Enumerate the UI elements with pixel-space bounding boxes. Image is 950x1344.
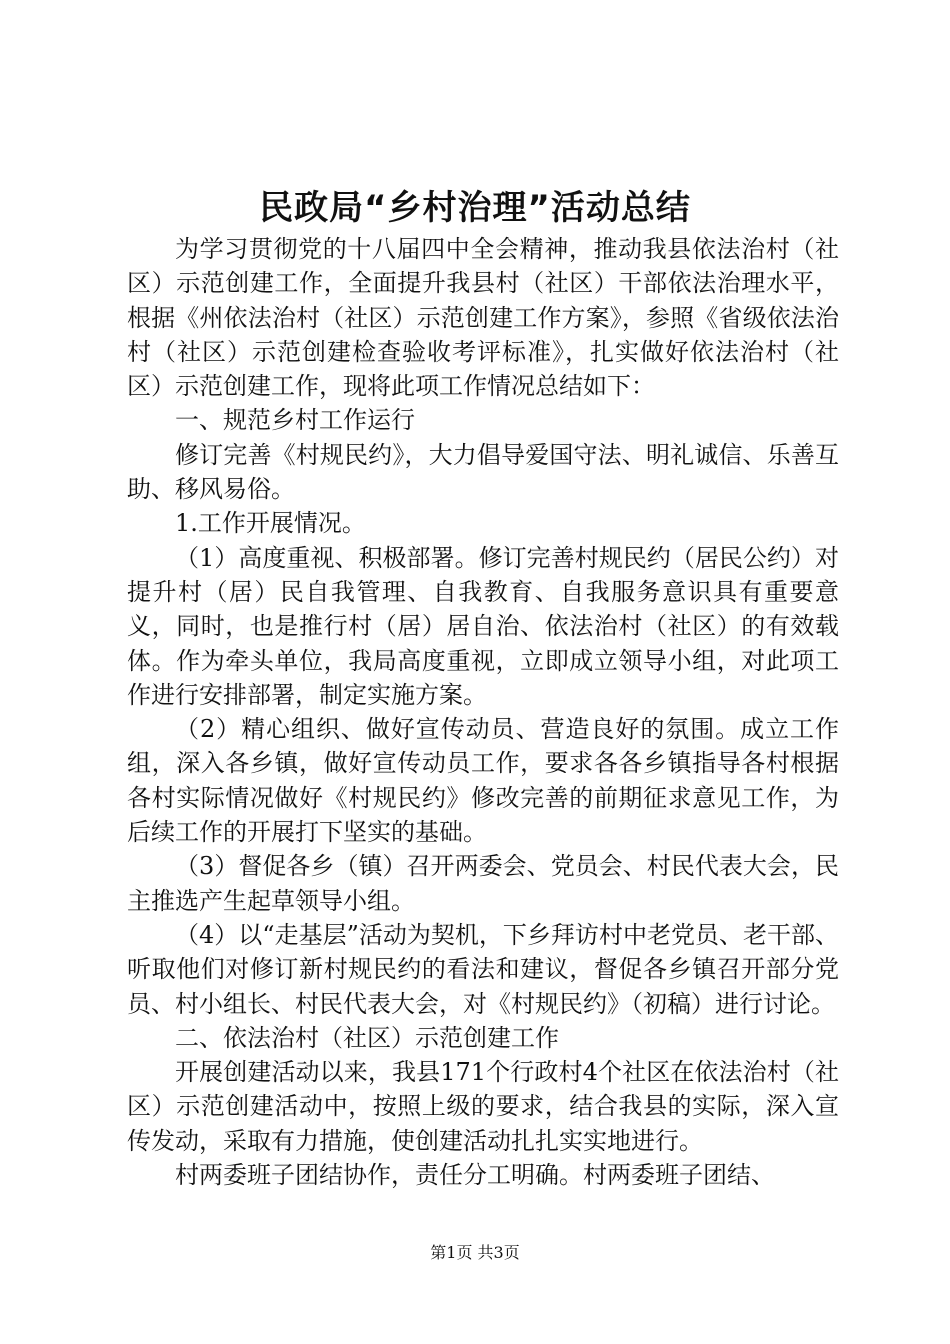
paragraph: （4）以“走基层”活动为契机，下乡拜访村中老党员、老干部、听取他们对修订新村规民约的看法和建议，督促各乡镇召开部分党员、村小组长、村民代表大会，对《村规民约》（初稿）进行讨论。 — [127, 920, 839, 1018]
document-body — [127, 232, 839, 1192]
paragraph: 修订完善《村规民约》，大力倡导爱国守法、明礼诚信、乐善互助、移风易俗。 — [127, 440, 839, 504]
section-heading-1: 一、规范乡村工作运行 — [175, 406, 415, 435]
paragraph: （1）高度重视、积极部署。修订完善村规民约（居民公约）对提升村（居）民自我管理、自我教育、自我服务意识具有重要意义，同时，也是推行村（居）居自治、依法治村（社区）的有效载体。作为牵头单位，我局高度重视，立即成立领导小组，对此项工作进行安排部署，制定实施方案。 — [127, 543, 839, 709]
section-heading-2: 二、依法治村（社区）示范创建工作 — [175, 1023, 559, 1052]
paragraph: （3）督促各乡（镇）召开两委会、党员会、村民代表大会，民主推选产生起草领导小组。 — [127, 852, 839, 915]
paragraph-intro: 为学习贯彻党的十八届四中全会精神，推动我县依法治村（社区）示范创建工作，全面提升我县村（社区）干部依法治理水平，根据《州依法治村（社区）示范创建工作方案》，参照《省级依法治村（社区）示范创建检查验收考评标准》，扎实做好依法治村（社区）示范创建工作，现将此项工作情况总结如下： — [127, 235, 839, 401]
page-number-footer: 第1页 共3页 — [430, 1243, 520, 1262]
paragraph: （2）精心组织、做好宣传动员、营造良好的氛围。成立工作组，深入各乡镇，做好宣传动员工作，要求各各乡镇指导各村根据各村实际情况做好《村规民约》修改完善的前期征求意见工作，为后续工作的开展打下坚实的基础。 — [127, 715, 839, 847]
paragraph: 村两委班子团结协作，责任分工明确。村两委班子团结、 — [175, 1161, 775, 1190]
document-title: 民政局“乡村治理”活动总结 — [259, 188, 691, 228]
paragraph: 开展创建活动以来，我县171个行政村4个社区在依法治村（社区）示范创建活动中，按照上级的要求，结合我县的实际，深入宣传发动，采取有力措施，使创建活动扎扎实实地进行。 — [127, 1058, 839, 1155]
subsection-heading: 1.工作开展情况。 — [175, 509, 366, 538]
